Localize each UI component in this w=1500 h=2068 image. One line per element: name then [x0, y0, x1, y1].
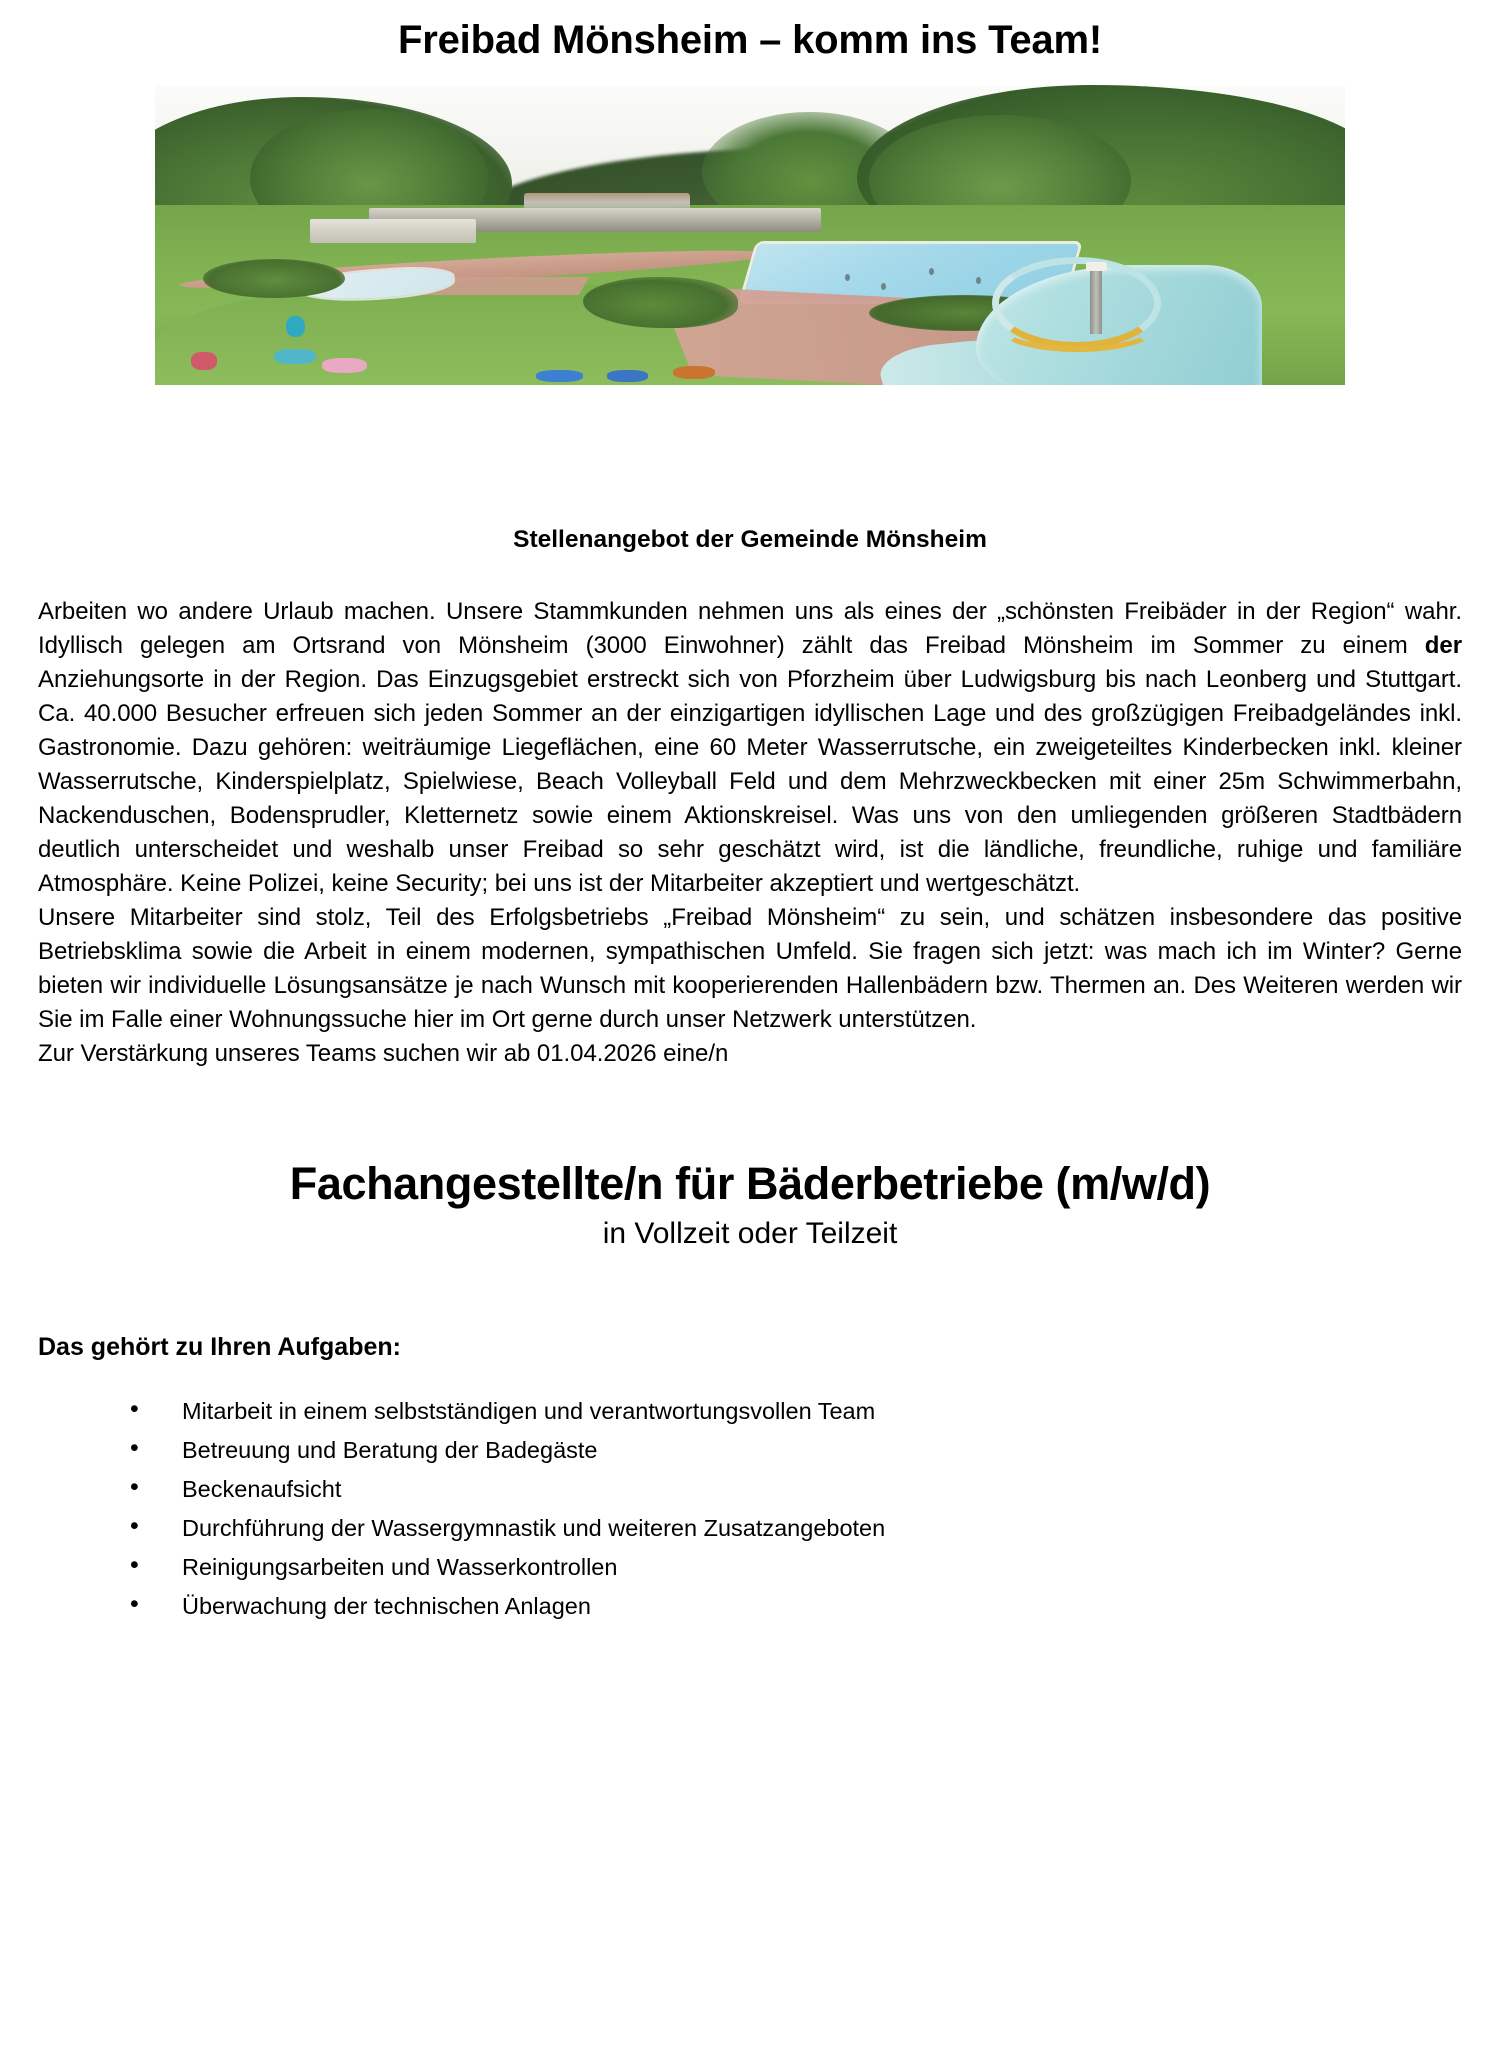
- photo-lounger: [673, 366, 716, 380]
- list-item: • Beckenaufsicht: [130, 1478, 1462, 1517]
- photo-swimmer: [881, 283, 886, 290]
- photo-towel: [536, 370, 584, 382]
- intro-text-block: [38, 595, 1462, 1070]
- photo-slide-support-post: [1090, 268, 1102, 334]
- photo-towel: [607, 370, 647, 382]
- photo-sunbather: [191, 352, 217, 370]
- photo-slide-rail: [1000, 307, 1155, 352]
- list-item: • Betreuung und Beratung der Badegäste: [130, 1439, 1462, 1478]
- section-subtitle: Stellenangebot der Gemeinde Mönsheim: [513, 526, 987, 553]
- list-item: • Durchführung der Wassergymnastik und weiteren Zusatzangeboten: [130, 1517, 1462, 1556]
- intro-paragraph: [38, 595, 1462, 901]
- tasks-heading: Das gehört zu Ihren Aufgaben:: [38, 1333, 401, 1362]
- job-title: Fachangestellte/n für Bäderbetriebe (m/w/d): [289, 1157, 1211, 1209]
- page-title: Freibad Mönsheim – komm ins Team!: [398, 18, 1102, 62]
- paragraph-three-start-date: Zur Verstärkung unseres Teams suchen wir ab 01.04.2026 eine/n: [38, 1039, 729, 1067]
- list-item: • Mitarbeit in einem selbstständigen und verantwortungsvollen Team: [130, 1400, 1462, 1439]
- intro-part-1: Arbeiten wo andere Urlaub machen. Unsere Stammkunden nehmen uns als eines der „schönsten Freibäder in der Region“ wahr. Idyllisch gelegen am Ortsrand von Mönsheim (3000 Einwohner) zählt das Freibad Mönsheim im Sommer zu einem: [38, 598, 1462, 660]
- photo-visitor: [286, 316, 305, 337]
- photo-canvas: [155, 85, 1345, 385]
- photo-village-houses: [524, 193, 691, 208]
- job-subtitle: in Vollzeit oder Teilzeit: [602, 1217, 898, 1251]
- intro-part-2: Anziehungsorte in der Region. Das Einzugsgebiet erstreckt sich von Pforzheim über Ludwigsburg bis nach Leonberg und Stuttgart. Ca. 40.000 Besucher erfreuen sich jeden Sommer an der einzigartigen idyllischen Lage und des großzügigen Freibadgeländes inkl. Gastronomie. Dazu gehören: weiträumige Liegeflächen, eine 60 Meter Wasserrutsche, ein zweigeteiltes Kinderbecken inkl. kleiner Wasserrutsche, Kinderspielplatz, Spielwiese, Beach Volleyball Feld und dem Mehrzweckbecken mit einer 25m Schwimmerbahn, Nackenduschen, Bodensprudler, Kletternetz sowie einem Aktionskreisel. Was uns von den umliegenden größeren Stadtbädern deutlich unterscheidet und weshalb unser Freibad so sehr geschätzt wird, ist die ländliche, freundliche, ruhige und familiäre Atmosphäre. Keine Polizei, keine Security; bei uns ist der Mitarbeiter akzeptiert und wertgeschätzt.: [38, 666, 1462, 898]
- intro-emphasis-der: der: [1424, 632, 1462, 660]
- photo-slide-lamp: [1086, 262, 1107, 271]
- paragraph-two: Unsere Mitarbeiter sind stolz, Teil des Erfolgsbetriebs „Freibad Mönsheim“ zu sein, und schätzen insbesondere das positive Betriebsklima sowie die Arbeit in einem modernen, sympathischen Umfeld. Sie fragen sich jetzt: was mach ich im Winter? Gerne bieten wir individuelle Lösungsansätze je nach Wunsch mit kooperierenden Hallenbädern bzw. Thermen an. Des Weiteren werden wir Sie im Falle einer Wohnungssuche hier im Ort gerne durch unser Netzwerk unterstützen.: [38, 903, 1462, 1033]
- tasks-list: [38, 1362, 1462, 1634]
- photo-swimmer: [929, 268, 934, 275]
- list-item: • Reinigungsarbeiten und Wasserkontrollen: [130, 1556, 1462, 1595]
- photo-sunbather: [274, 349, 316, 364]
- photo-sunbather: [322, 358, 367, 373]
- photo-shrub-center: [583, 277, 738, 328]
- freibad-panorama-photo: [155, 85, 1345, 385]
- photo-shrub-left: [203, 259, 346, 298]
- list-item: • Überwachung der technischen Anlagen: [130, 1595, 1462, 1634]
- photo-changing-building: [310, 219, 477, 243]
